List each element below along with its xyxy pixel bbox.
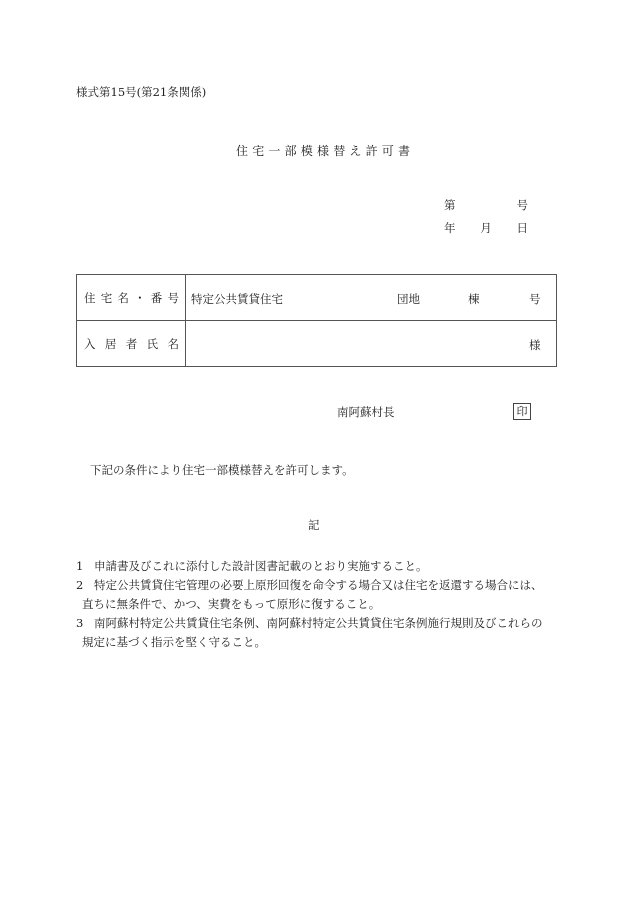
condition-text: 申請書及びこれに添付した設計図書記載のとおり実施すること。 (94, 559, 428, 573)
document-number-line (444, 198, 528, 212)
ki-heading: 記 (308, 518, 320, 532)
condition-number: 3 (76, 616, 84, 630)
label-char: 者 (125, 336, 138, 351)
date-month: 月 (480, 221, 492, 235)
condition-2-continuation: 直ちに無条件で、かつ、実費をもって原形に復すること。 (82, 597, 381, 611)
number-suffix: 号 (529, 292, 541, 306)
body-text: 下記の条件により住宅一部模様替えを許可します。 (90, 463, 354, 477)
resident-name-field[interactable] (186, 321, 557, 367)
number-suffix: 号 (516, 198, 528, 212)
condition-3 (76, 616, 543, 630)
document-title: 住宅一部模様替え許可書 (236, 144, 415, 158)
label-char: 入 (84, 336, 96, 351)
condition-text: 特定公共賃貸住宅管理の必要上原形回復を命令する場合又は住宅を返還する場合には、 (94, 578, 543, 592)
condition-number: 2 (76, 578, 84, 592)
issuer-name: 南阿蘇村長 (337, 405, 395, 419)
condition-2 (76, 578, 543, 592)
housing-name-field[interactable] (186, 275, 557, 321)
label-char: 名 (117, 290, 129, 305)
number-prefix: 第 (444, 198, 456, 212)
label-char: 番 (150, 290, 163, 305)
seal-mark: 印 (513, 403, 531, 420)
housing-type: 特定公共賃貸住宅 (191, 292, 283, 306)
label-char: 号 (167, 290, 179, 305)
condition-1 (76, 559, 428, 573)
label-char: 宅 (100, 290, 113, 305)
form-number: 様式第15号(第21条関係) (76, 85, 207, 99)
honorific: 様 (529, 338, 541, 352)
condition-text: 南阿蘇村特定公共賃貸住宅条例、南阿蘇村特定公共賃貸住宅条例施行規則及びこれらの (94, 616, 543, 630)
housing-info-table (76, 274, 557, 367)
housing-name-label (77, 275, 186, 321)
label-char: 名 (167, 336, 179, 351)
date-day: 日 (516, 221, 528, 235)
label-char: 住 (84, 290, 96, 305)
table-row-housing (77, 275, 557, 321)
condition-number: 1 (76, 559, 84, 573)
label-char: 居 (104, 336, 117, 351)
date-year: 年 (444, 221, 456, 235)
label-char: 氏 (146, 336, 159, 351)
resident-name-label (77, 321, 186, 367)
date-line (444, 221, 528, 235)
condition-3-continuation: 規定に基づく指示を堅く守ること。 (82, 635, 266, 649)
building-suffix: 棟 (468, 292, 480, 306)
complex-suffix: 団地 (397, 292, 420, 306)
label-char: ・ (134, 290, 146, 305)
table-row-resident (77, 321, 557, 367)
